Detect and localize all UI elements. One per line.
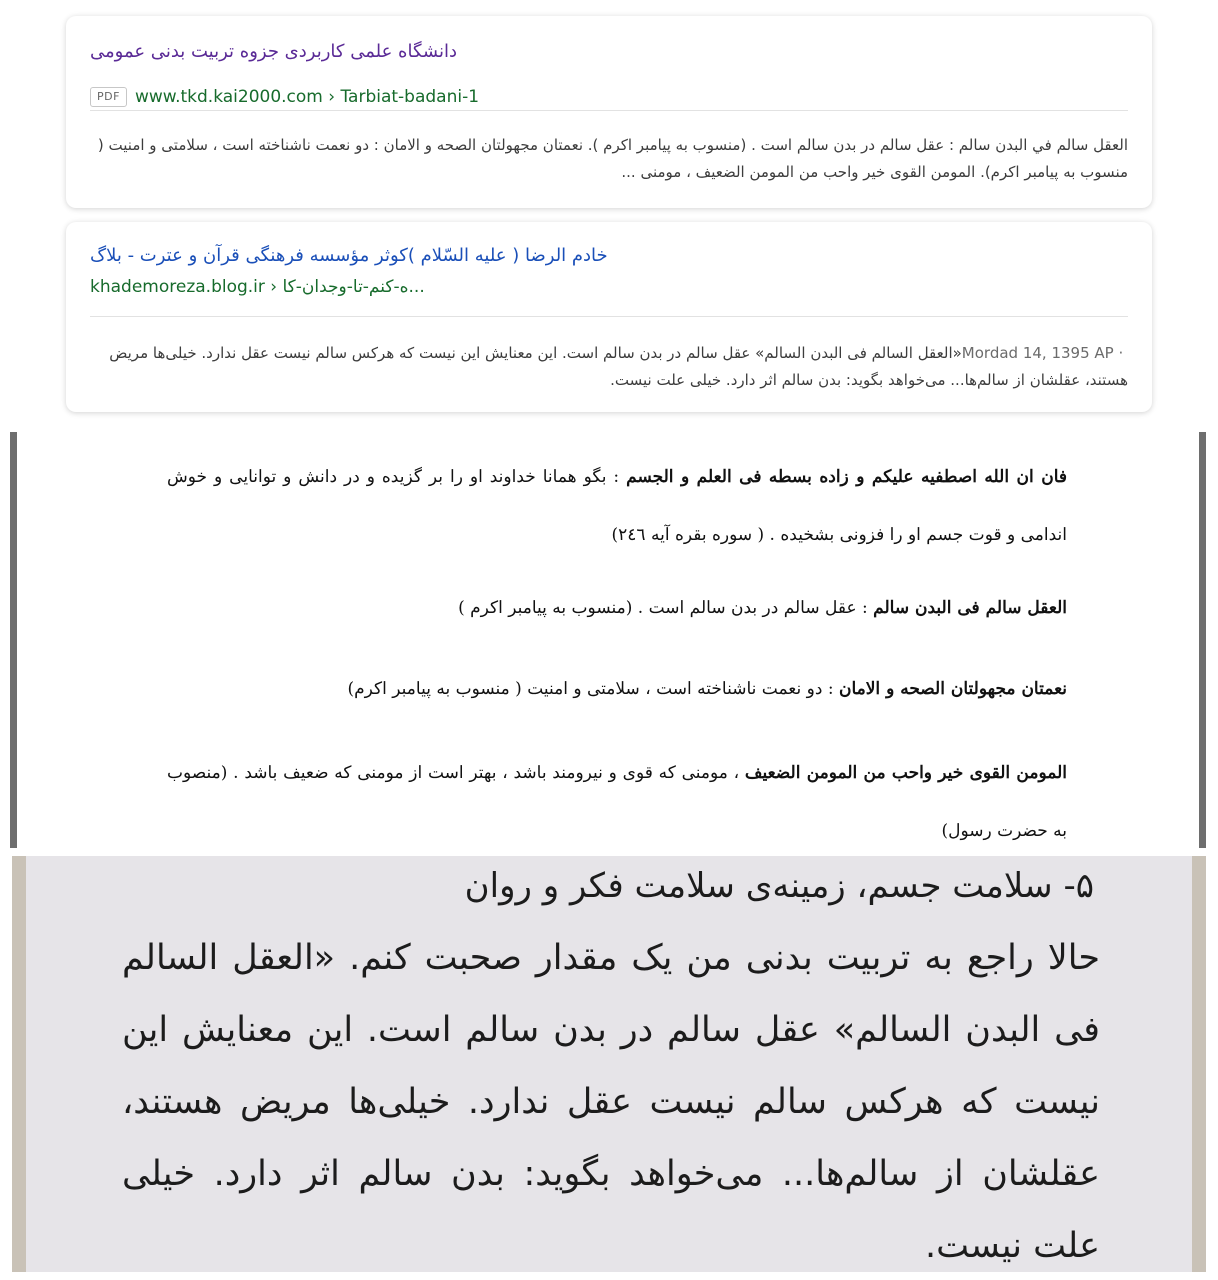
quote-arabic: المومن القوی خیر واحب من المومن الضعیف <box>744 763 1067 783</box>
quote-translation: : دو نعمت ناشناخته است ، سلامتی و امنیت ( منسوب به پیامبر اکرم) <box>347 679 839 699</box>
divider <box>90 110 1128 111</box>
quote-translation: : بگو همانا خداوند او را بر گزیده و در دانش و توانایی و خوش اندامی و قوت جسم او را فزونی بشخیده . ( سوره بقره آیه ٢٤٦) <box>167 467 1067 545</box>
pdf-badge: PDF <box>90 87 127 107</box>
book-page <box>12 856 1206 1272</box>
quote-translation: ، مومنی که قوی و نیرومند باشد ، بهتر است از مومنی که ضعیف باشد . (منصوب به حضرت رسول) <box>167 763 1067 841</box>
search-result-2 <box>66 222 1152 412</box>
book-heading: ۵- سلامت جسم، زمینه‌ی سلامت فکر و روان <box>464 866 1094 906</box>
book-body: حالا راجع به تربیت بدنی من یک مقدار صحبت کنم. «العقل السالم فی البدن السالم» عقل سالم در بدن سالم است. این معنایش این نیست که هرکس سالم نیست عقل ندارد. خیلی‌ها مریض هستند، عقلشان از سالم‌ها... می‌خواهد بگوید: بدن سالم اثر دارد. خیلی علت نیست. <box>122 938 1100 1266</box>
result-date: Mordad 14, 1395 AP · <box>961 344 1128 362</box>
result-url-text[interactable]: www.tkd.kai2000.com › Tarbiat-badani-1 <box>134 87 480 107</box>
search-result-1 <box>66 16 1152 208</box>
result-snippet: العقل سالم في البدن سالم : عقل سالم در بدن سالم است . (منسوب به پیامبر اکرم ). نعمتان مجهولتان الصحه و الامان : دو نعمت ناشناخته است ، سلامتی و امنیت ( منسوب به پیامبر اکرم). المومن القوی خیر واحب من المومن الضعیف ، مومنی ... <box>97 136 1128 181</box>
divider <box>90 316 1128 317</box>
result-url[interactable] <box>90 86 479 108</box>
quote-paragraph <box>167 579 1067 637</box>
quote-paragraph <box>167 744 1067 860</box>
quotes-panel <box>10 432 1206 848</box>
quote-paragraph <box>167 660 1067 718</box>
quote-arabic: نعمتان مجهولتان الصحه و الامان <box>838 679 1067 699</box>
result-url-text[interactable]: khademoreza.blog.ir › ه-کنم-تا-وجدان-کا... <box>90 277 425 297</box>
quote-translation: : عقل سالم در بدن سالم است . (منسوب به پیامبر اکرم ) <box>458 598 874 618</box>
result-title-link[interactable]: دانشگاه علمی کاربردی جزوه تربیت بدنی عمومی <box>90 41 457 62</box>
quote-arabic: العقل سالم فی البدن سالم <box>873 598 1067 618</box>
result-url[interactable] <box>90 276 425 298</box>
result-snippet-text: «العقل السالم فی البدن السالم» عقل سالم در بدن سالم است. این معنایش این نیست که هرکس سالم نیست عقل ندارد. خیلی‌ها مریض هستند، عقلشان از سالم‌ها... می‌خواهد بگوید: بدن سالم اثر دارد. خیلی علت نیست. <box>109 344 1128 389</box>
quote-arabic: فان ان الله اصطفیه علیکم و زاده بسطه فی العلم و الجسم <box>626 467 1067 487</box>
result-title-link[interactable]: خادم الرضا ( علیه السّلام )کوثر مؤسسه فرهنگی قرآن و عترت - بلاگ <box>90 245 608 266</box>
quote-paragraph <box>167 448 1067 564</box>
result-snippet <box>90 340 1128 394</box>
